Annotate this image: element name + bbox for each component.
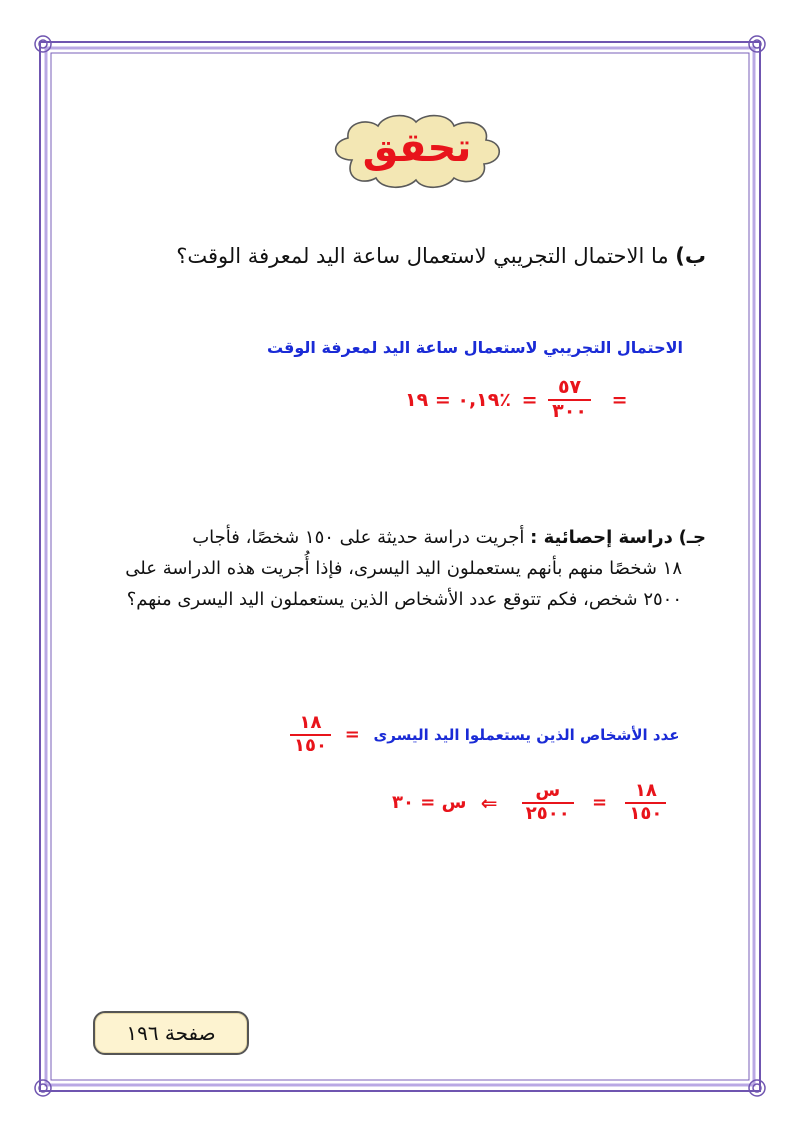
question-c-line1 [86, 522, 706, 553]
answer-b-mid-equals: = [521, 388, 538, 411]
question-c [86, 522, 706, 615]
corner-ornament-tr [749, 36, 765, 52]
answer-c-equals: = [344, 724, 360, 746]
page-number: صفحة ١٩٦ [126, 1021, 216, 1045]
question-b-text: ما الاحتمال التجريبي لاستعمال ساعة اليد لمعرفة الوقت؟ [176, 244, 669, 268]
answer-c-frac-right-den: ٢٥٠٠ [525, 802, 570, 824]
answer-c-arrow: ⇐ [480, 790, 498, 815]
answer-c-frac-right [522, 782, 574, 824]
title-cloud [322, 108, 512, 194]
question-c-label: جـ) [678, 527, 706, 548]
answer-c-frac-left-den: ١٥٠ [629, 802, 663, 824]
answer-c-row2 [392, 782, 692, 838]
page-title: تحقق [362, 125, 472, 171]
answer-c-eq2-equals: = [592, 792, 608, 814]
answer-c-label: عدد الأشخاص الذين يستعملوا اليد اليسرى [373, 725, 680, 744]
answer-c-frac-right-num: س [522, 782, 574, 804]
answer-b-fraction [548, 378, 591, 422]
question-c-line3: ٢٥٠٠ شخص، فكم تتوقع عدد الأشخاص الذين يستعملون اليد اليسرى منهم؟ [126, 589, 682, 610]
question-c-title: دراسة إحصائية : [530, 527, 673, 548]
question-b [106, 244, 706, 268]
answer-c-frac1-den: ١٥٠ [294, 734, 327, 756]
question-c-text1: أجريت دراسة حديثة على ١٥٠ شخصًا، فأجاب [192, 527, 525, 548]
answer-c-frac-left [625, 782, 666, 824]
page-number-box [93, 1011, 249, 1055]
question-b-label: ب) [675, 244, 706, 268]
corner-ornament-br [749, 1080, 765, 1096]
answer-b-equals: = [611, 388, 628, 411]
answer-c-row1 [290, 714, 710, 764]
answer-c-result: س = ٣٠ [392, 792, 467, 814]
answer-b-denominator: ٣٠٠ [552, 399, 587, 422]
answer-b-equation [405, 378, 705, 428]
answer-c-frac1-num: ١٨ [290, 714, 331, 736]
corner-ornament-tl [35, 36, 51, 52]
answer-c-fraction1 [290, 714, 331, 756]
question-c-line2: ١٨ شخصًا منهم بأنهم يستعملون اليد اليسرى، فإذا أُجريت هذه الدراسة على [125, 558, 682, 579]
answer-b-heading: الاحتمال التجريبي لاستعمال ساعة اليد لمعرفة الوقت [266, 338, 683, 357]
corner-ornament-bl [35, 1080, 51, 1096]
answer-b-result: ٠,١٩ = ١٩٪ [405, 388, 511, 411]
answer-b-numerator: ٥٧ [548, 378, 591, 401]
answer-c-frac-left-num: ١٨ [625, 782, 666, 804]
